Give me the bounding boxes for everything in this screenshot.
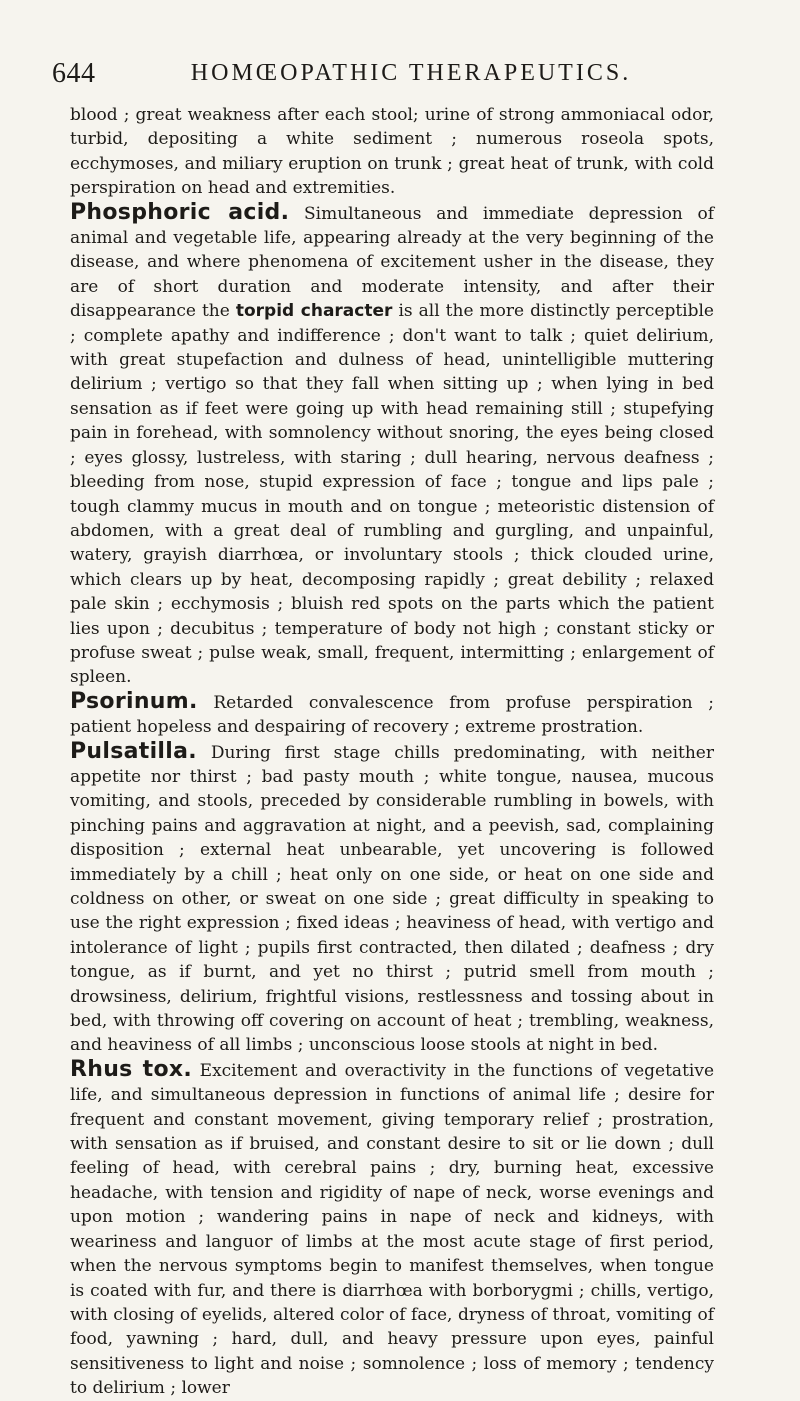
page-header: [52, 58, 710, 92]
rhus-tox-text: Excitement and overactivity in the functions of vegetative life, and simultaneous depression in functions of animal life ; desire for frequent and constant movement, giving temporary relief ; prostration, with sensation as if bruised, and constant desire to sit or lie down ; dull feeling of head, with cerebral pains ; dry, burning heat, excessive headache, with tension and rigidity of nape of neck, worse evenings and upon motion ; wandering pains in nape of neck and kidneys, with weariness and languor of limbs at the most acute stage of first period, when the nervous symptoms begin to manifest themselves, when tongue is coated with fur, and there is diarrhœa with borborygmi ; chills, vertigo, with closing of eyelids, altered color of face, dryness of throat, vomiting of food, yawning ; hard, dull, and heavy pressure upon eyes, painful sensitiveness to light and noise ; somnolence ; loss of memory ; tendency to delirium ; lower: [70, 1060, 714, 1399]
phosphoric-acid-text-a: Simultaneous and immediate depression of animal and vegetable life, appearing already at the very beginning of the disease, and where phenomena of excitement usher in the disease, they are of short duration and moderate intensity, and after their disappearance the: [70, 203, 715, 322]
remedy-name-rhus-tox: Rhus tox.: [70, 1056, 193, 1082]
remedy-name-psorinum: Psorinum.: [70, 688, 198, 714]
phosphoric-acid-text-b: is all the more distinctly perceptible ; complete apathy and indifference ; don't want to talk ; quiet delirium, with great stupefaction and dulness of head, unintelligible muttering delirium ; vertigo so that they fall when sitting up ; when lying in bed sensation as if feet were going up with head remaining still ; stupefying pain in forehead, with somnolency without snoring, the eyes being closed ; eyes glossy, lustreless, with staring ; dull hearing, nervous deafness ; bleeding from nose, stupid expression of face ; tongue and lips pale ; tough clammy mucus in mouth and on tongue ; meteoristic distension of abdomen, with a great deal of rumbling and gurgling, and unpainful, watery, grayish diarrhœa, or involuntary stools ; thick clouded urine, which clears up by heat, decomposing rapidly ; great debility ; relaxed pale skin ; ecchymosis ; bluish red spots on the parts which the patient lies upon ; decubitus ; temperature of body not high ; constant sticky or profuse sweat ; pulse weak, small, frequent, intermitting ; enlargement of spleen.: [70, 301, 714, 688]
running-head: HOMŒOPATHIC THERAPEUTICS.: [190, 60, 632, 86]
psorinum-entry: [70, 690, 714, 740]
remedy-name-pulsatilla: Pulsatilla.: [70, 738, 197, 764]
pulsatilla-text: During first stage chills predominating, with neither appetite nor thirst ; bad pasty mouth ; white tongue, nausea, mucous vomiting, and stools, preceded by considerable rumbling in bowels, with pinching pains and aggravation at night, and a peevish, sad, complaining disposition ; external heat unbearable, yet uncovering is followed immediately by a chill ; heat only on one side, or heat on one side and coldness on other, or sweat on one side ; great difficulty in speaking to use the right expression ; fixed ideas ; heaviness of head, with vertigo and intolerance of light ; pupils first contracted, then dilated ; deafness ; dry tongue, as if burnt, and yet no thirst ; putrid smell from mouth ; drowsiness, delirium, frightful visions, restlessness and tossing about in bed, with throwing off covering on account of heat ; trembling, weakness, and heaviness of all limbs ; unconscious loose stools at night in bed.: [70, 742, 714, 1056]
rhus-tox-entry: [70, 1058, 714, 1401]
psorinum-text: Retarded convalescence from profuse perspiration ; patient hopeless and despairing of recovery ; extreme prostration.: [70, 692, 715, 738]
intro-paragraph: blood ; great weakness after each stool; urine of strong ammoniacal odor, turbid, depositing a white sediment ; numerous roseola spots, ecchymoses, and miliary eruption on trunk ; great heat of trunk, with cold perspiration on head and extremities.: [70, 105, 714, 199]
remedy-name-phosphoric-acid: Phosphoric acid.: [70, 199, 290, 225]
page-body: [70, 103, 714, 1401]
pulsatilla-entry: [70, 740, 714, 1058]
page-number: 644: [52, 58, 96, 89]
torpid-character-emphasis: torpid character: [235, 301, 393, 322]
phosphoric-acid-entry: [70, 201, 714, 690]
